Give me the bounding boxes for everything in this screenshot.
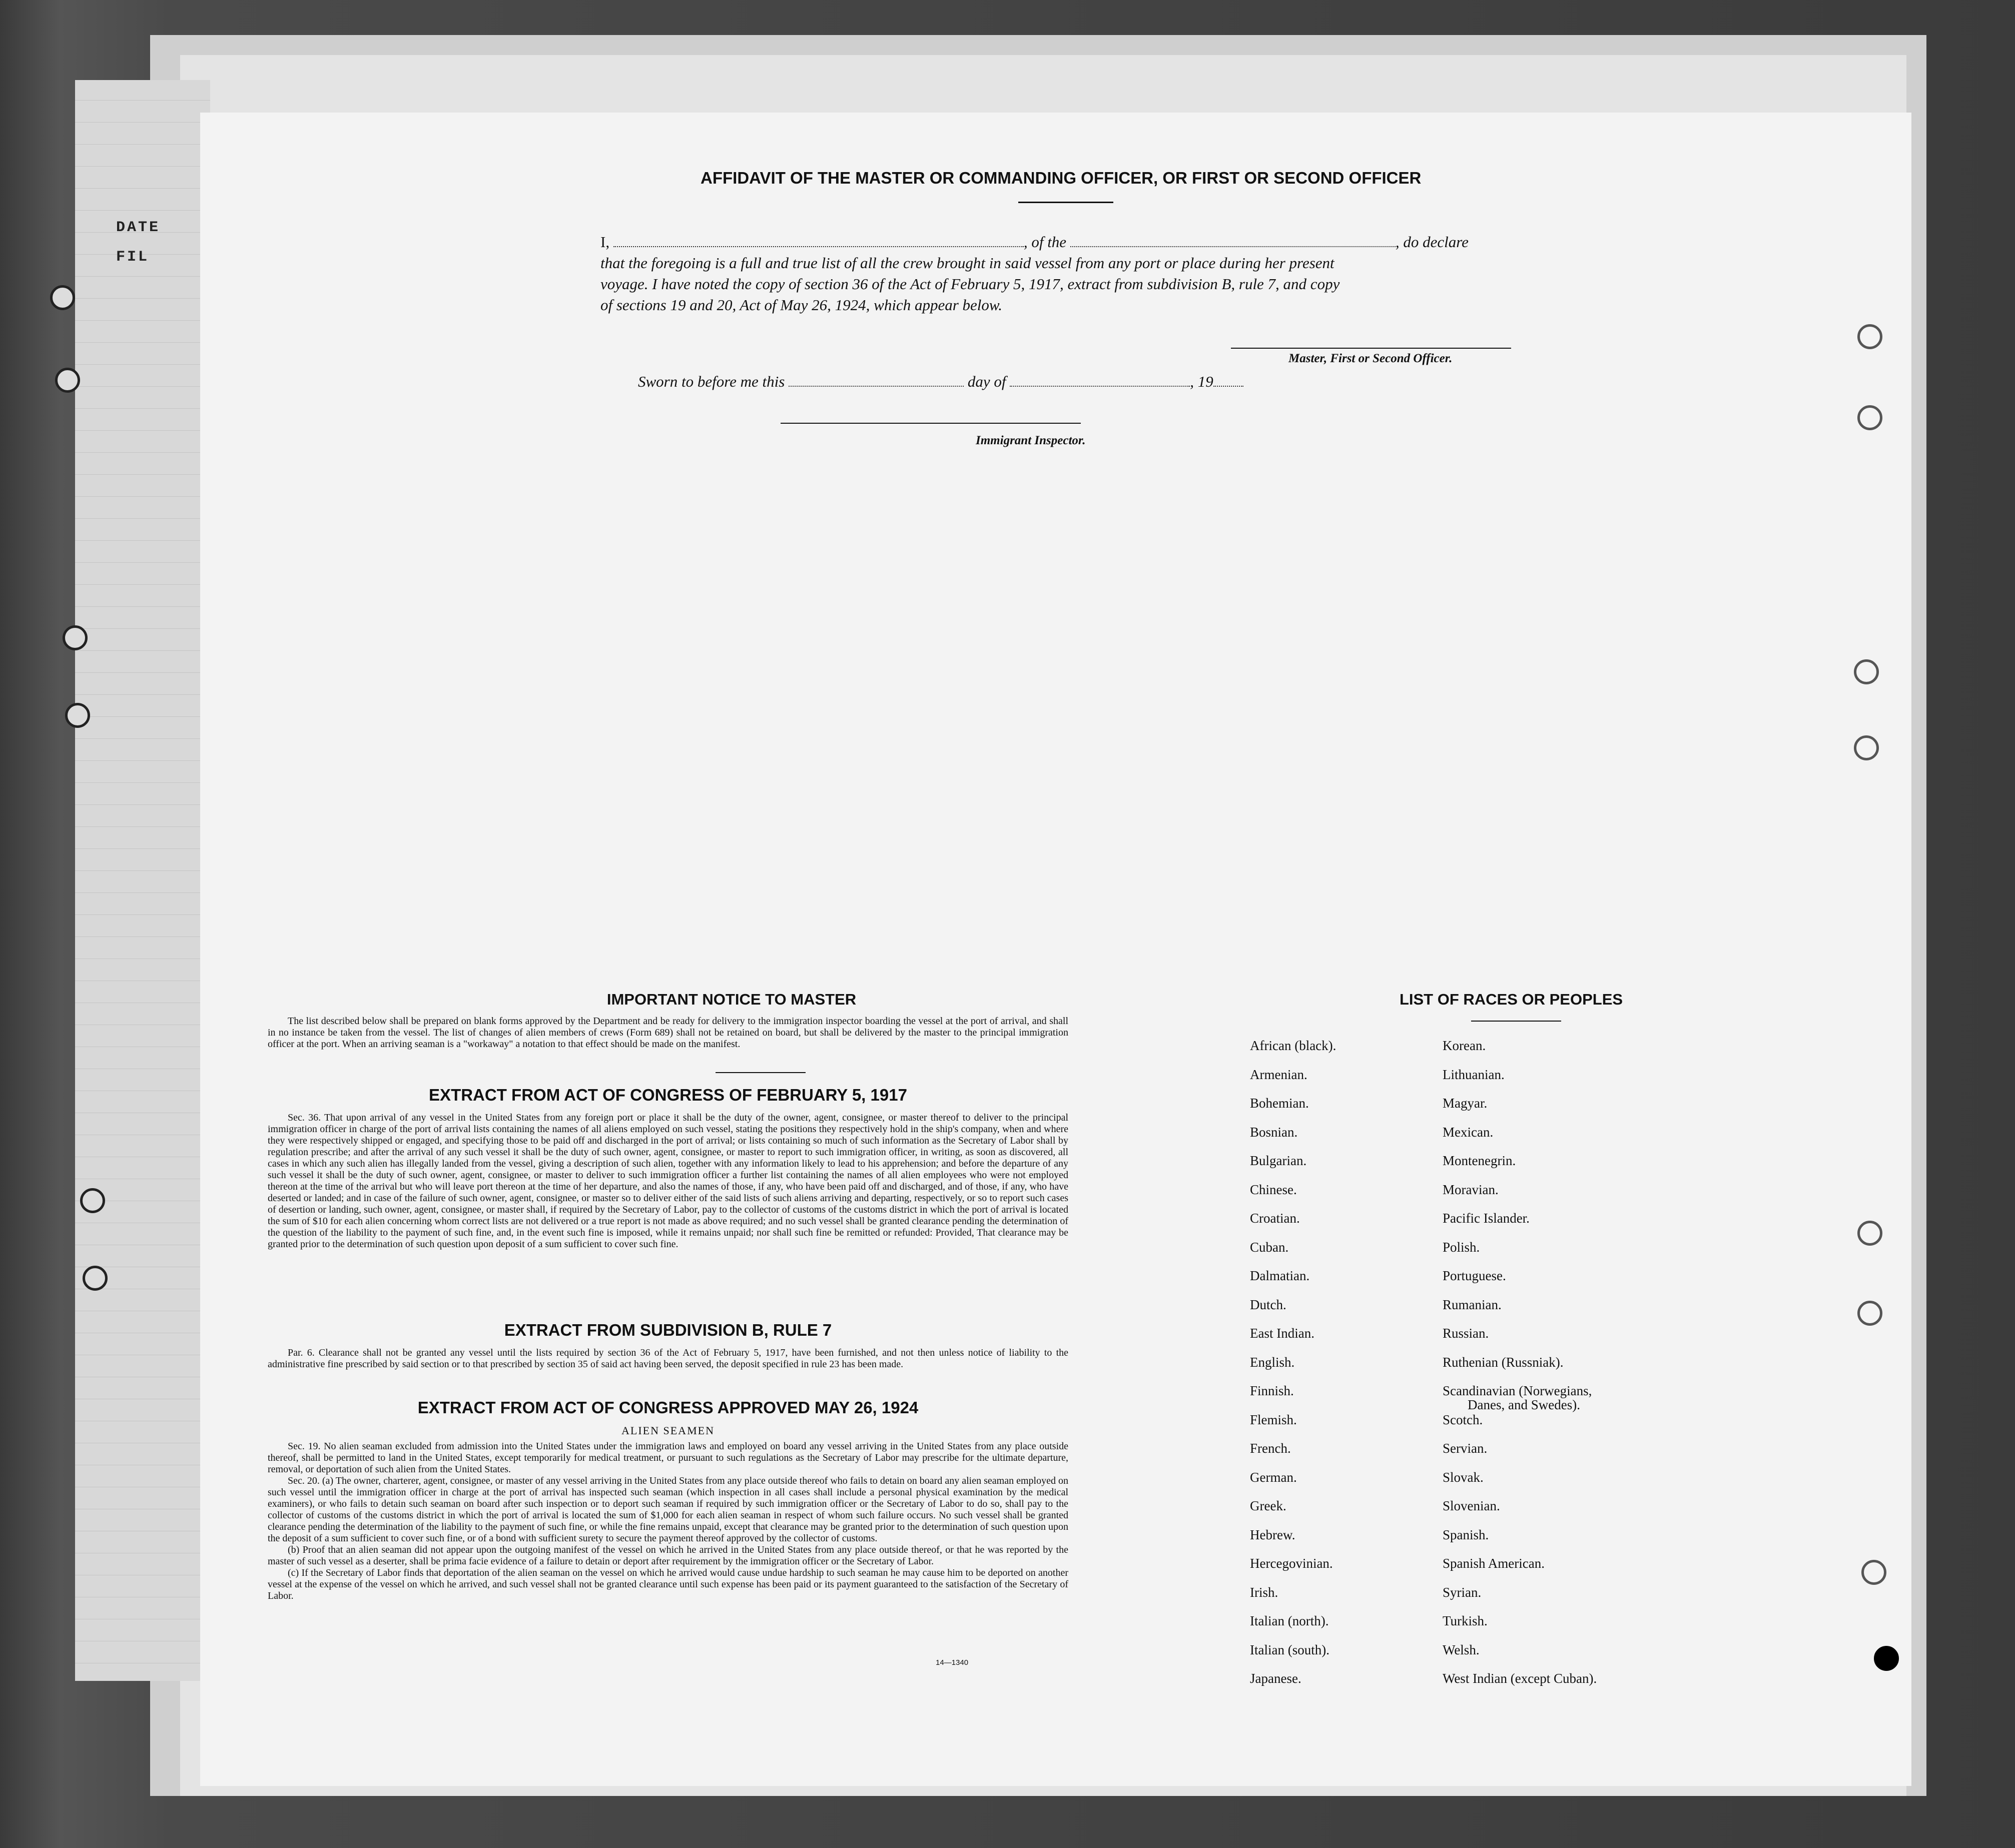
race-item: Armenian.: [1250, 1067, 1307, 1082]
ruled-line: [75, 716, 210, 717]
sec-20c-text: (c) If the Secretary of Labor finds that deportation of the alien seaman on the vessel on which he arrived would cause undue hardship to such seaman he may cause him to be deported on another vessel at the expense of the vessel on which he arrived, and such vessel shall not be granted clearance until such expense has been paid or its payment guaranteed to the satisfaction of the Secretary of Labor.: [268, 1567, 1068, 1601]
race-item: Welsh.: [1443, 1642, 1480, 1657]
ruled-line: [75, 430, 210, 431]
race-item: Spanish.: [1443, 1527, 1489, 1542]
race-item: Moravian.: [1443, 1182, 1499, 1197]
sworn-month-blank: [1010, 375, 1190, 387]
year-blank: [1213, 375, 1243, 387]
ruled-line: [75, 892, 210, 893]
race-item: Dalmatian.: [1250, 1268, 1310, 1283]
title-underline: [1018, 202, 1113, 203]
race-item: Bosnian.: [1250, 1124, 1298, 1140]
day-of-label: day of: [967, 373, 1006, 390]
binder-ring-hole: [1857, 405, 1882, 430]
binder-ring-hole: [50, 285, 75, 310]
race-item: Polish.: [1443, 1239, 1480, 1255]
binder-ring-hole: [1861, 1560, 1886, 1585]
ruled-line: [75, 166, 210, 167]
ruled-line: [75, 144, 210, 145]
binder-ring-hole: [83, 1266, 108, 1291]
race-item: East Indian.: [1250, 1326, 1314, 1341]
race-item: Dutch.: [1250, 1297, 1286, 1312]
binder-ring-hole: [1854, 659, 1879, 684]
ruled-line: [75, 122, 210, 123]
race-item: Scotch.: [1443, 1412, 1483, 1427]
race-item: Ruthenian (Russniak).: [1443, 1354, 1564, 1370]
race-item: Hebrew.: [1250, 1527, 1295, 1542]
ruled-line: [75, 606, 210, 607]
race-item: Bohemian.: [1250, 1096, 1309, 1111]
race-item: German.: [1250, 1469, 1297, 1485]
binder-ring-hole: [1854, 735, 1879, 760]
ruled-line: [75, 408, 210, 409]
race-item: Syrian.: [1443, 1584, 1482, 1600]
ruled-line: [75, 452, 210, 453]
race-item: Russian.: [1443, 1326, 1489, 1341]
ruled-line: [75, 320, 210, 321]
ruled-line: [75, 518, 210, 519]
form-sheet: [200, 113, 1911, 1786]
ruled-line: [75, 826, 210, 827]
date-stamp: DATE: [116, 219, 161, 236]
race-item: Spanish American.: [1443, 1556, 1545, 1571]
race-item: English.: [1250, 1354, 1295, 1370]
rule-7-text: Par. 6. Clearance shall not be granted any vessel until the lists required by section 36 of the Act of February 5, 1917, have been furnished, and not then unless notice of liability to the administrative fine prescribed by said section or to that prescribed by section 35 of said act having been served, the deposit specified in rule 23 has been made.: [268, 1347, 1068, 1370]
ruled-line: [75, 496, 210, 497]
binder-ring-hole: [80, 1188, 105, 1213]
of-the-label: , of the: [1023, 233, 1067, 251]
affidavit-line-2: that the foregoing is a full and true list of all the crew brought in said vessel from any port or place during her present: [600, 254, 1334, 272]
affidavit-line-3: voyage. I have noted the copy of section 36 of the Act of February 5, 1917, extract from subdivision B, rule 7, and copy: [600, 275, 1340, 293]
extract-1924-title: EXTRACT FROM ACT OF CONGRESS APPROVED MAY 26, 1924: [417, 1398, 919, 1417]
race-item-continuation: Danes, and Swedes).: [1468, 1397, 1580, 1412]
race-item: Lithuanian.: [1443, 1067, 1505, 1082]
binder-ring-hole: [1857, 324, 1882, 349]
races-divider: [1471, 1021, 1561, 1022]
ruled-line: [75, 694, 210, 695]
race-item: Montenegrin.: [1443, 1153, 1516, 1168]
sworn-line: [638, 373, 1243, 391]
race-item: West Indian (except Cuban).: [1443, 1671, 1597, 1686]
inspector-caption: Immigrant Inspector.: [976, 434, 1086, 447]
ruled-line: [75, 782, 210, 783]
file-stamp: FIL: [116, 249, 150, 266]
ruled-line: [75, 562, 210, 563]
sec-20b-text: (b) Proof that an alien seaman did not appear upon the outgoing manifest of the vessel on which he arrived in the United States from any place outside thereof, or that he was reported by the master of such vessel as a deserter, shall be prima facie evidence of a failure to detain or deport after requirement by the immigration officer or the Secretary of Labor.: [268, 1544, 1068, 1567]
master-signature-line: [1231, 348, 1511, 349]
do-declare-label: , do declare: [1395, 233, 1469, 251]
ruled-line: [75, 848, 210, 849]
ruled-line: [75, 540, 210, 541]
race-item: Pacific Islander.: [1443, 1211, 1530, 1226]
race-item: Greek.: [1250, 1498, 1286, 1513]
race-item: French.: [1250, 1441, 1291, 1456]
notice-divider: [716, 1072, 806, 1073]
affidavit-line-4: of sections 19 and 20, Act of May 26, 1924, which appear below.: [600, 296, 1003, 314]
ruled-line: [75, 870, 210, 871]
race-item: Irish.: [1250, 1584, 1278, 1600]
rule-7-title: EXTRACT FROM SUBDIVISION B, RULE 7: [504, 1321, 832, 1339]
name-blank: [613, 235, 1024, 247]
sworn-label: Sworn to before me this: [638, 373, 785, 390]
race-item: Slovak.: [1443, 1469, 1484, 1485]
race-item: Japanese.: [1250, 1671, 1301, 1686]
form-number: 14—1340: [936, 1658, 969, 1667]
race-item: Portuguese.: [1443, 1268, 1506, 1283]
ruled-line: [75, 386, 210, 387]
master-signature-caption: Master, First or Second Officer.: [1288, 352, 1453, 365]
race-item: Rumanian.: [1443, 1297, 1502, 1312]
race-item: Croatian.: [1250, 1211, 1300, 1226]
affidavit-body: [600, 232, 1741, 316]
ruled-line: [75, 584, 210, 585]
race-item: Scandinavian (Norwegians,: [1443, 1383, 1592, 1398]
ruled-line: [75, 672, 210, 673]
ruled-line: [75, 628, 210, 629]
extract-1917-title: EXTRACT FROM ACT OF CONGRESS OF FEBRUARY 5, 1917: [429, 1086, 907, 1104]
i-label: I,: [600, 233, 610, 251]
ruled-line: [75, 342, 210, 343]
race-item: Magyar.: [1443, 1096, 1488, 1111]
inspector-signature-line: [781, 423, 1081, 424]
ruled-line: [75, 738, 210, 739]
race-item: Italian (north).: [1250, 1613, 1329, 1628]
affidavit-title: AFFIDAVIT OF THE MASTER OR COMMANDING OFFICER, OR FIRST OR SECOND OFFICER: [701, 169, 1422, 187]
notice-title: IMPORTANT NOTICE TO MASTER: [606, 991, 857, 1008]
extract-1917-text: Sec. 36. That upon arrival of any vessel in the United States from any foreign port or place it shall be the duty of the owner, agent, consignee, or master thereof to deliver to the principal immigration officer in charge of the port of arrival lists containing the names of all aliens employed on such vessel, stating the positions they respectively hold in the ship's company, when and where they were respectively shipped or engaged, and specifying those to be paid off and discharged in the port of arrival; or lists containing so much of such information as the Secretary of Labor shall by regulation prescribe; and after the arrival of any such vessel it shall be the duty of such owner, agent, consignee, or master to report to such immigration officer, in writing, as soon as discovered, all cases in which any such alien has illegally landed from the vessel, giving a description of such alien, together with any information likely to lead to his apprehension; and before the departure of any such vessel it shall be the duty of such owner, agent, consignee, or master to deliver to such immigration officer a further list containing the names of all alien employees who were not employed thereon at the time of the arrival but who will leave port thereon at the time of her departure, and also the names of those, if any, who have been paid off and discharged, and of those, if any, who have deserted or landed; and in case of the failure of such owner, agent, consignee, or master so to deliver either of the said lists of such aliens arriving and departing, respectively, or so to report such cases of desertion or landing, such owner, agent, consignee, or master shall, if required by the Secretary of Labor, pay to the collector of customs of the customs district in which the port of arrival is located the sum of $10 for each alien concerning whom correct lists are not delivered or a true report is not made as above required; and no such vessel shall be granted clearance pending the determination of the question of the liability to the payment of such fine, and, in the event such fine is imposed, while it remains unpaid; nor shall such fine be remitted or refunded: Provided, That clearance may be granted prior to the determination of such question upon deposit of a sum sufficient to cover such fine.: [268, 1112, 1068, 1250]
ruled-strip: [75, 80, 210, 1681]
vessel-blank: [1070, 235, 1396, 247]
race-item: Slovenian.: [1443, 1498, 1500, 1513]
race-item: Hercegovinian.: [1250, 1556, 1333, 1571]
binder-ring-hole: [55, 368, 80, 393]
ruled-line: [75, 210, 210, 211]
ruled-line: [75, 914, 210, 915]
race-item: Finnish.: [1250, 1383, 1294, 1398]
race-item: Flemish.: [1250, 1412, 1297, 1427]
race-item: Korean.: [1443, 1038, 1486, 1053]
race-item: Servian.: [1443, 1441, 1488, 1456]
binder-ring-hole: [63, 625, 88, 650]
race-item: African (black).: [1250, 1038, 1336, 1053]
ruled-line: [75, 276, 210, 277]
race-item: Italian (south).: [1250, 1642, 1329, 1657]
ruled-line: [75, 650, 210, 651]
extract-1924-subtitle: ALIEN SEAMEN: [621, 1424, 715, 1437]
ruled-line: [75, 760, 210, 761]
sworn-day-blank: [789, 375, 964, 387]
race-item: Cuban.: [1250, 1239, 1289, 1255]
race-item: Turkish.: [1443, 1613, 1488, 1628]
race-item: Bulgarian.: [1250, 1153, 1307, 1168]
binder-ring-hole: [1857, 1221, 1882, 1246]
binder-ring-hole: [1857, 1301, 1882, 1326]
race-item: Mexican.: [1443, 1124, 1494, 1140]
races-title: LIST OF RACES OR PEOPLES: [1399, 991, 1623, 1008]
ruled-line: [75, 364, 210, 365]
ruled-line: [75, 298, 210, 299]
year-label: , 19: [1190, 373, 1213, 390]
sec-19-text: Sec. 19. No alien seaman excluded from admission into the United States under the immigration laws and employed on board any vessel arriving in the United States from any place outside thereof, shall be permitted to land in the United States, except temporarily for medical treatment, or pursuant to such regulations as the Secretary of Labor may prescribe for the ultimate departure, removal, or deportation of such alien from the United States.: [268, 1441, 1068, 1475]
race-item: Chinese.: [1250, 1182, 1297, 1197]
ruled-line: [75, 474, 210, 475]
ruled-line: [75, 100, 210, 101]
ruled-line: [75, 188, 210, 189]
binder-ring-hole: [1874, 1646, 1899, 1671]
sec-20a-text: Sec. 20. (a) The owner, charterer, agent, consignee, or master of any vessel arriving in the United States from any place outside thereof who fails to detain on board any alien seaman employed on such vessel until the immigration officer in charge at the port of arrival has inspected such seaman (which inspection in all cases shall include a personal physical examination by the medical examiners), or who fails to detain such seaman on board after such inspection or to deport such seaman if required by such immigration officer or the Secretary of Labor to do so, shall pay to the collector of customs of the customs district in which the port of arrival is located the sum of $1,000 for each alien seaman in respect of whom such failure occurs. No such vessel shall be granted clearance pending the determination of the liability to the payment of such fine, or while the fine remains unpaid, except that clearance may be granted prior to the determination of such question upon the deposit of a sum sufficient to cover such fine, or of a bond with sufficient surety to secure the payment thereof approved by the collector of customs.: [268, 1475, 1068, 1544]
ruled-line: [75, 804, 210, 805]
notice-text: The list described below shall be prepared on blank forms approved by the Department and be ready for delivery to the immigration inspector boarding the vessel at the port of arrival, and shall in no instance be taken from the vessel. The list of changes of alien members of crews (Form 689) shall not be retained on board, but shall be delivered by the master to the principal immigration officer at the port. When an arriving seaman is a "workaway" a notation to that effect should be made on the manifest.: [268, 1016, 1068, 1050]
extract-1924-text: [268, 1441, 1068, 1602]
binder-ring-hole: [65, 703, 90, 728]
